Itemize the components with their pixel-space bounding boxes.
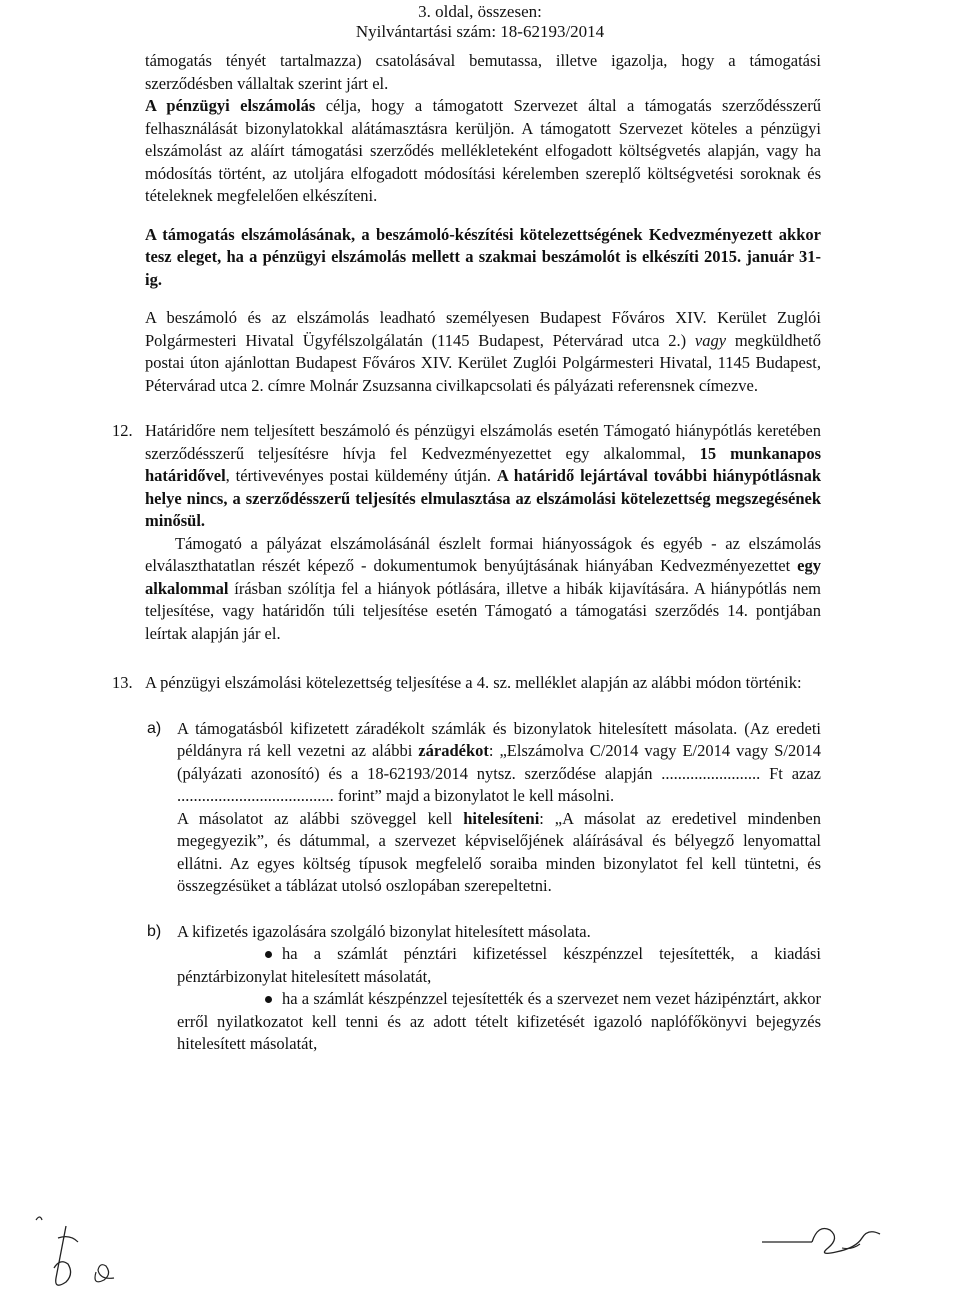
section-12-paragraph-2 bbox=[145, 533, 821, 646]
item-a-para2-a: A másolatot az alábbi szöveggel kell bbox=[177, 808, 464, 828]
paragraph-support-fact: támogatás tényét tartalmazza) csatolásával bemutassa, illetve igazolja, hogy a támogatási szerződésben vállaltak szerint járt el. bbox=[145, 51, 821, 93]
item-a bbox=[147, 718, 821, 898]
financial-settlement-text: célja, hogy a támogatott Szervezet által a támogatás szerződésszerű felhasználását bizonylatokkal alátámasztásra kerüljön. A támogatott Szervezet köteles a pénzügyi elszámolást az aláírt támogatási szerződés mellékleteként elfogadott költségvetés alapján, vagy ha módosítás történt, az utoljára elfogadott módosítási kérelemben szereplő költségvetési soroknak és tételeknek megfelelően elkészíteni. bbox=[145, 96, 821, 205]
bullet-item bbox=[177, 943, 821, 988]
item-a-paragraph-1 bbox=[177, 718, 821, 808]
registration-number: Nyilvántartási szám: 18-62193/2014 bbox=[355, 22, 605, 41]
section-12-text-a: Határidőre nem teljesített beszámoló és pénzügyi elszámolás esetén Támogató hiánypótlás keretében szerződésszerű teljesítésre hívja fel Kedvezményezettet egy alkalommal, bbox=[145, 421, 821, 463]
submission-or: vagy bbox=[694, 330, 727, 350]
section-12-para2-a: Támogató a pályázat elszámolásánál észlelt formai hiányosságok és egyéb - az elszámolás elválaszthatatlan részét képező - dokumentumok benyújtásának hiányában Kedvezményezettet bbox=[145, 533, 821, 575]
financial-settlement-lead: A pénzügyi elszámolás bbox=[145, 96, 316, 115]
bullet-dot-icon bbox=[265, 951, 272, 958]
section-12 bbox=[112, 420, 821, 645]
page-count: 3. oldal, összesen: bbox=[418, 2, 542, 21]
initials-signature-left bbox=[26, 1208, 136, 1298]
bullet-text: ha a számlát készpénzzel tejesítették és a szervezet nem vezet házipénztárt, akkor erről nyilatkozatot kell tenni és az adott tételt kifizetését igazoló naplófőkönyvi bejegyzés hitelesített másolatát, bbox=[177, 989, 821, 1053]
paragraph-financial-settlement bbox=[145, 95, 821, 208]
page-header bbox=[0, 2, 960, 42]
paragraph-submission bbox=[145, 307, 821, 397]
bullet-dot-icon bbox=[265, 996, 272, 1003]
section-12-text-b: , tértivevényes postai küldemény útján. bbox=[225, 466, 497, 485]
signature-right bbox=[752, 1208, 902, 1268]
submission-text-a: A beszámoló és az elszámolás leadható személyesen Budapest Főváros XIV. Kerület Zuglói Polgármesteri Hivatal Ügyfélszolgálatán (1145 Budapest, Pétervárad utca 2.) bbox=[145, 308, 821, 350]
item-b-text: A kifizetés igazolására szolgáló bizonylat hitelesített másolata. bbox=[177, 921, 591, 941]
item-a-label: a) bbox=[147, 719, 162, 737]
bullet-item bbox=[177, 988, 821, 1056]
section-12-number: 12. bbox=[112, 421, 133, 440]
item-a-clause: záradékot bbox=[418, 741, 489, 760]
item-a-paragraph-2 bbox=[177, 808, 821, 898]
section-12-paragraph-1 bbox=[145, 420, 821, 533]
bullet-text: ha a számlát pénztári kifizetéssel készpénzzel tejesítették, a kiadási pénztárbizonylat hitelesített másolatát, bbox=[177, 944, 821, 986]
item-a-certify: hitelesíteni bbox=[463, 808, 540, 828]
section-13-number: 13. bbox=[112, 673, 133, 692]
section-12-once: egy alkalommal bbox=[145, 556, 821, 598]
item-a-para2-b: : „A másolat az eredetivel mindenben megegyezik”, és dátummal, a szervezet képviselőjének aláírásával és bélyegző lenyomattal ellátni. Az egyes költség típusok megfelelő soraiba minden bizonylatot fel kell tüntetni, és összegzésüket a táblázat utolsó oszlopában szerepeltetni. bbox=[177, 808, 821, 895]
section-13 bbox=[112, 672, 821, 695]
paragraph-report-deadline bbox=[145, 224, 821, 292]
document-body bbox=[112, 50, 821, 1056]
item-a-text-a: A támogatásból kifizetett záradékolt számlák és bizonylatok hitelesített másolata. (Az eredeti példányra rá kell vezetni az alábbi bbox=[177, 718, 821, 760]
section-12-deadline: 15 munkanapos határidővel bbox=[145, 443, 821, 485]
report-deadline-text: A támogatás elszámolásának, a beszámoló-készítési kötelezettségének Kedvezményezett akkor tesz eleget, ha a pénzügyi elszámolás mellett a szakmai beszámolót is elkészíti 2015. január 31-ig. bbox=[145, 224, 821, 289]
section-12-bold-statement: A határidő lejártával további hiánypótlásnak helye nincs, a szerződésszerű teljesítés elmulasztása az elszámolási kötelezettség megszegésének minősül. bbox=[145, 466, 821, 530]
item-a-text-b: : „Elszámolva C/2014 vagy E/2014 vagy S/2014 (pályázati azonosító) és a 18-62193/2014 nytsz. szerződése alapján ........................ Ft azaz ...................................... forint” majd a bizonylatot le kell másolni. bbox=[177, 741, 821, 805]
item-b bbox=[147, 921, 821, 1056]
section-12-para2-b: írásban szólítja fel a hiányok pótlására, illetve a hibák kijavítására. A hiánypótlás nem teljesítése, vagy határidőn túli teljesítése esetén Támogató a támogatási szerződés 14. pontjában leírtak alapján jár el. bbox=[145, 578, 821, 643]
submission-text-b: megküldhető postai úton ajánlottan Budapest Főváros XIV. Kerület Zuglói Polgármesteri Hivatal, 1145 Budapest, Pétervárad utca 2. címre Molnár Zsuzsanna civilkapcsolati és pályázati referensnek címezve. bbox=[145, 330, 821, 395]
item-b-label: b) bbox=[147, 922, 162, 940]
section-13-text: A pénzügyi elszámolási kötelezettség teljesítése a 4. sz. melléklet alapján az alábbi módon történik: bbox=[145, 673, 802, 692]
